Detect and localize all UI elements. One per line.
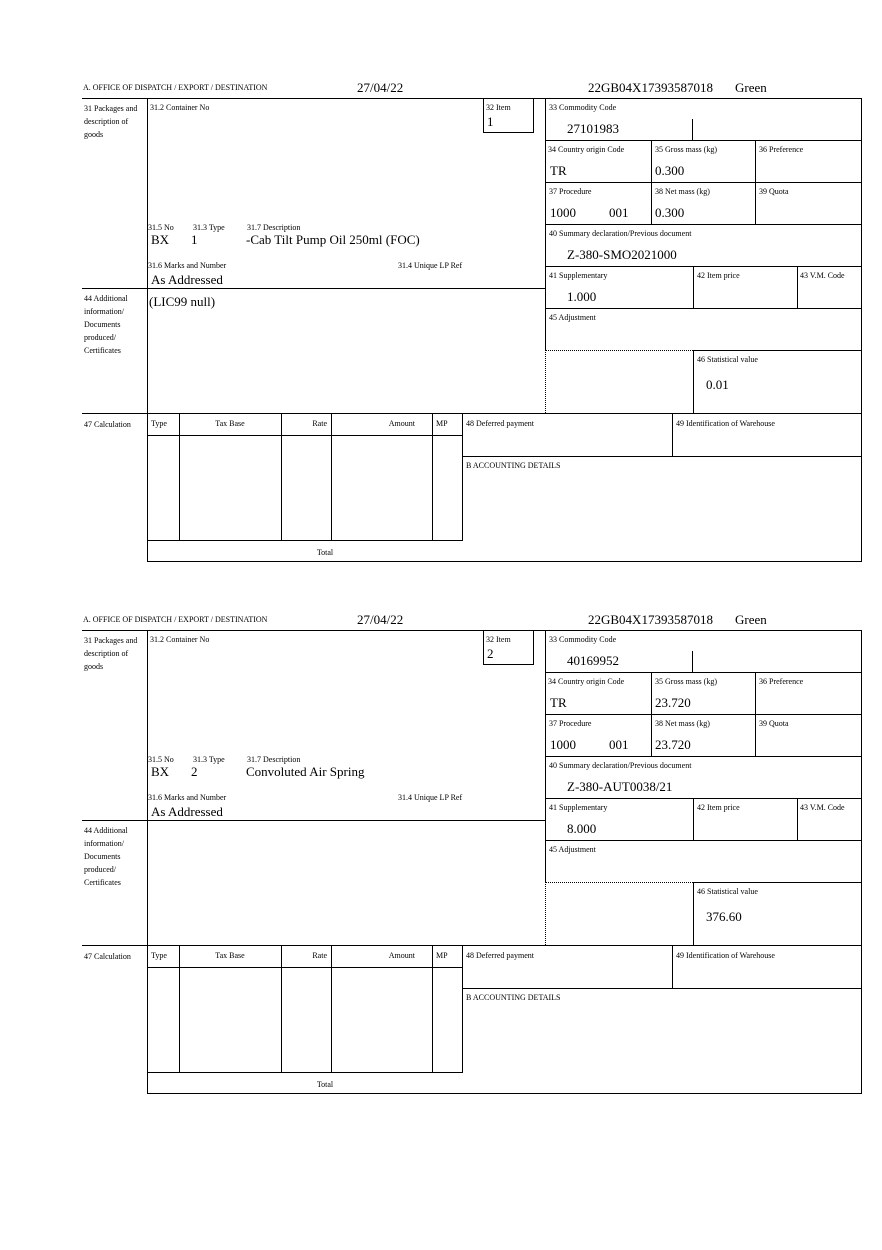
- pkg-type-label: 31.3 Type: [193, 223, 225, 232]
- unique-lp-label: 31.4 Unique LP Ref: [398, 261, 463, 270]
- net-mass-label: 38 Net mass (kg): [655, 187, 710, 196]
- net-mass-value: 0.300: [655, 205, 685, 220]
- procedure-label: 37 Procedure: [549, 187, 592, 196]
- pkg-description-value: -Cab Tilt Pump Oil 250ml (FOC): [246, 232, 420, 247]
- calc-type-header: Type: [151, 951, 167, 960]
- item-price-label: 42 Item price: [697, 271, 740, 280]
- customs-form-item-2: [0, 532, 882, 1089]
- marks-value: As Addressed: [151, 272, 223, 287]
- unique-lp-label: 31.4 Unique LP Ref: [398, 793, 463, 802]
- stat-value-label: 46 Statistical value: [697, 355, 758, 364]
- vm-code-label: 43 V.M. Code: [800, 271, 845, 280]
- calc-type-header: Type: [151, 419, 167, 428]
- pkg-description-value: Convoluted Air Spring: [246, 764, 365, 779]
- item-number: 1: [487, 114, 494, 129]
- pkg-kind-value: BX: [151, 232, 170, 247]
- country-origin-label: 34 Country origin Code: [548, 677, 625, 686]
- commodity-code-value: 27101983: [567, 121, 619, 136]
- stat-value-value: 0.01: [706, 377, 729, 392]
- procedure-previous-value: 001: [609, 737, 629, 752]
- net-mass-label: 38 Net mass (kg): [655, 719, 710, 728]
- form-route: Green: [735, 80, 767, 95]
- gross-mass-label: 35 Gross mass (kg): [655, 145, 717, 154]
- pkg-desc-label: 31.7 Description: [247, 223, 301, 232]
- marks-label: 31.6 Marks and Number: [148, 261, 227, 270]
- deferred-payment-label: 48 Deferred payment: [466, 419, 534, 428]
- calc-total-label: Total: [316, 1080, 334, 1089]
- warehouse-label: 49 Identification of Warehouse: [676, 951, 775, 960]
- calc-mp-header: MP: [436, 419, 448, 428]
- supplementary-value: 1.000: [567, 289, 597, 304]
- preference-label: 36 Preference: [759, 145, 804, 154]
- vm-code-label: 43 V.M. Code: [800, 803, 845, 812]
- commodity-code-label: 33 Commodity Code: [549, 635, 617, 644]
- preference-label: 36 Preference: [759, 677, 804, 686]
- box31-label: 31 Packages and description of goods: [84, 104, 138, 139]
- summary-decl-value: Z-380-SMO2021000: [567, 247, 677, 262]
- deferred-payment-label: 48 Deferred payment: [466, 951, 534, 960]
- pkg-no-label: 31.5 No: [148, 223, 174, 232]
- warehouse-label: 49 Identification of Warehouse: [676, 419, 775, 428]
- pkg-type-label: 31.3 Type: [193, 755, 225, 764]
- gross-mass-value: 23.720: [655, 695, 691, 710]
- customs-form-item-1: [0, 0, 882, 557]
- stat-value-value: 376.60: [706, 909, 742, 924]
- form-date: 27/04/22: [357, 612, 404, 627]
- accounting-label: B ACCOUNTING DETAILS: [466, 461, 561, 470]
- box31-label: 31 Packages and description of goods: [84, 636, 138, 671]
- container-no-label: 31.2 Container No: [150, 103, 210, 112]
- form-route: Green: [735, 612, 767, 627]
- form-date: 27/04/22: [357, 80, 404, 95]
- item-price-label: 42 Item price: [697, 803, 740, 812]
- supplementary-label: 41 Supplementary: [549, 271, 608, 280]
- summary-decl-value: Z-380-AUT0038/21: [567, 779, 673, 794]
- quota-label: 39 Quota: [759, 719, 789, 728]
- procedure-previous-value: 001: [609, 205, 629, 220]
- item-label: 32 Item: [486, 635, 511, 644]
- box47-label: 47 Calculation: [84, 952, 131, 961]
- pkg-no-label: 31.5 No: [148, 755, 174, 764]
- stat-value-label: 46 Statistical value: [697, 887, 758, 896]
- box44-label: 44 Additional information/ Documents produced/ Certificates: [84, 294, 128, 355]
- box47-label: 47 Calculation: [84, 420, 131, 429]
- pkg-count-value: 1: [191, 232, 198, 247]
- country-origin-value: TR: [550, 695, 567, 710]
- summary-decl-label: 40 Summary declaration/Previous document: [549, 229, 692, 238]
- marks-label: 31.6 Marks and Number: [148, 793, 227, 802]
- office-label: A. OFFICE OF DISPATCH / EXPORT / DESTINATION: [83, 83, 268, 92]
- procedure-label: 37 Procedure: [549, 719, 592, 728]
- calc-amount-header: Amount: [388, 419, 415, 428]
- item-label: 32 Item: [486, 103, 511, 112]
- supplementary-value: 8.000: [567, 821, 597, 836]
- commodity-code-label: 33 Commodity Code: [549, 103, 617, 112]
- supplementary-label: 41 Supplementary: [549, 803, 608, 812]
- procedure-code-value: 1000: [550, 205, 576, 220]
- gross-mass-label: 35 Gross mass (kg): [655, 677, 717, 686]
- calc-tax-base-header: Tax Base: [215, 419, 245, 428]
- summary-decl-label: 40 Summary declaration/Previous document: [549, 761, 692, 770]
- form-reference: 22GB04X17393587018: [588, 80, 713, 95]
- calc-amount-header: Amount: [388, 951, 415, 960]
- container-no-label: 31.2 Container No: [150, 635, 210, 644]
- calc-tax-base-header: Tax Base: [215, 951, 245, 960]
- quota-label: 39 Quota: [759, 187, 789, 196]
- calc-mp-header: MP: [436, 951, 448, 960]
- net-mass-value: 23.720: [655, 737, 691, 752]
- pkg-kind-value: BX: [151, 764, 170, 779]
- country-origin-value: TR: [550, 163, 567, 178]
- item-number: 2: [487, 646, 494, 661]
- country-origin-label: 34 Country origin Code: [548, 145, 625, 154]
- office-label: A. OFFICE OF DISPATCH / EXPORT / DESTINATION: [83, 615, 268, 624]
- additional-info-value: (LIC99 null): [149, 294, 216, 309]
- procedure-code-value: 1000: [550, 737, 576, 752]
- calc-total-label: Total: [316, 548, 334, 557]
- calc-rate-header: Rate: [312, 419, 327, 428]
- pkg-desc-label: 31.7 Description: [247, 755, 301, 764]
- adjustment-label: 45 Adjustment: [549, 313, 596, 322]
- gross-mass-value: 0.300: [655, 163, 685, 178]
- adjustment-label: 45 Adjustment: [549, 845, 596, 854]
- accounting-label: B ACCOUNTING DETAILS: [466, 993, 561, 1002]
- calc-rate-header: Rate: [312, 951, 327, 960]
- marks-value: As Addressed: [151, 804, 223, 819]
- form-reference: 22GB04X17393587018: [588, 612, 713, 627]
- commodity-code-value: 40169952: [567, 653, 619, 668]
- pkg-count-value: 2: [191, 764, 198, 779]
- box44-label: 44 Additional information/ Documents produced/ Certificates: [84, 826, 128, 887]
